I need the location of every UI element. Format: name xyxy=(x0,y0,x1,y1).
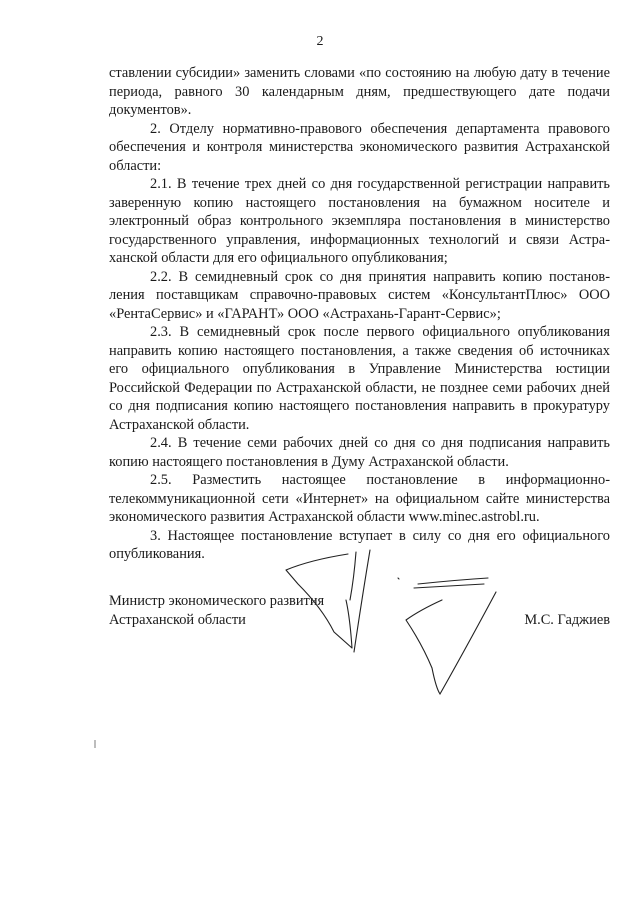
paragraph-item-3: 3. Настоящее постановление вступает в силу со дня его официального опубликования. xyxy=(109,527,610,562)
paragraph-item-2-1: 2.1. В течение трех дней со дня государственной регистрации направить заверенную копию настоящего постановления на бумажном носителе и электронный образ контрольного экземпляра постановления в министерство государственного управления, информационных технологий и связи Астраханской области для его официального опубликования; xyxy=(109,176,610,266)
signatory-region: Астраханской области xyxy=(109,612,246,628)
paragraph-item-2-4: 2.4. В течение семи рабочих дней со дня со дня подписания направить копию настоящего постановления в Думу Астраханской области. xyxy=(109,435,610,470)
signatory-title: Министр экономического развития xyxy=(109,593,325,609)
page-number: 2 xyxy=(316,34,324,49)
paragraph-item-2-5: 2.5. Разместить настоящее постановление в информационно-телекоммуникационной сети «Интернет» на официальном сайте министерства экономического развития Астраханской области www.minec.astrobl.ru. xyxy=(109,472,610,525)
document-body xyxy=(109,64,610,564)
handwritten-signature xyxy=(270,548,630,698)
scan-edge-mark xyxy=(94,740,96,748)
paragraph-item-2: 2. Отделу нормативно-правового обеспечения департамента правового обеспечения и контроля министерства экономического развития Астраханской области: xyxy=(109,120,610,174)
paragraph-continuation: ставлении субсидии» заменить словами «по состоянию на любую дату в течение периода, равного 30 календарным дням, предшествующего дате подачи документов». xyxy=(109,65,610,118)
signatory-name: М.С. Гаджиев xyxy=(524,612,610,628)
paragraph-item-2-2: 2.2. В семидневный срок со дня принятия направить копию постановления поставщикам справочно-правовых систем «КонсультантПлюс» ООО «РентаСервис» и «ГАРАНТ» ООО «Астрахань-Гарант-Сервис»; xyxy=(109,268,610,322)
paragraph-item-2-3: 2.3. В семидневный срок после первого официального опубликования направить копию настоящего постановления, а также сведения об источниках его официального опубликования в Управление Министерства юстиции Российской Федерации по Астраханской области, не позднее семи рабочих дней со дня подписания копию настоящего постановления направить в прокуратуру Астраханской области. xyxy=(109,324,610,433)
